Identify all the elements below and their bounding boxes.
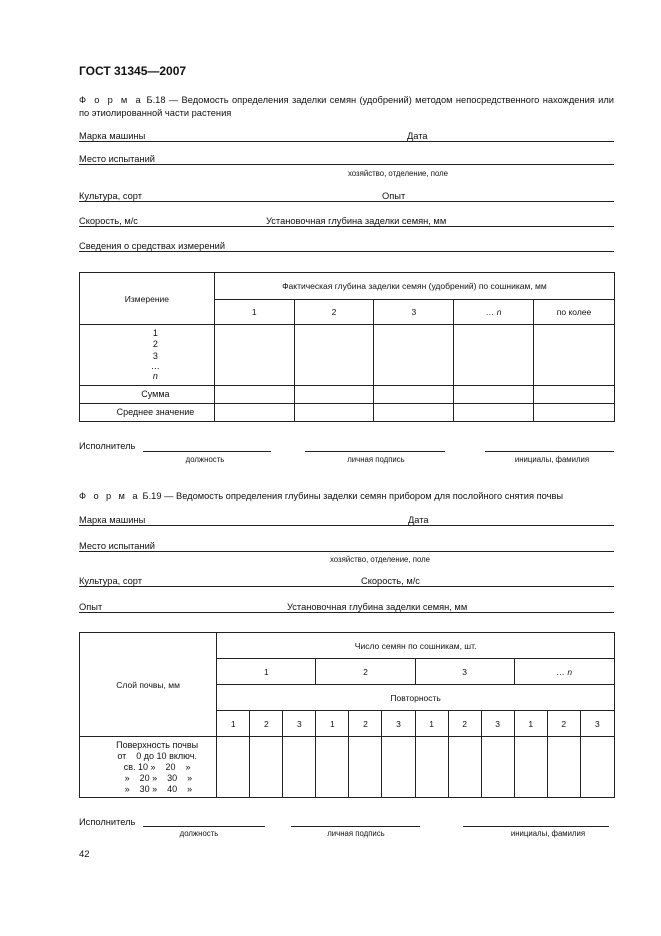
form18-place-line[interactable] (79, 164, 614, 165)
form18-position-line[interactable] (143, 451, 271, 452)
repeat-cell: 2 (250, 711, 283, 737)
form18-speed-label: Скорость, м/с (79, 216, 138, 226)
repeat-cell: 3 (382, 711, 415, 737)
form19-repeat-header: Повторность (217, 685, 615, 711)
list-item: 3 (152, 350, 158, 361)
repeat-cell: 1 (415, 711, 448, 737)
form18-performer-label: Исполнитель (79, 441, 136, 451)
form18-table (79, 272, 615, 422)
table-cell[interactable] (547, 737, 580, 798)
repeat-cell: 3 (481, 711, 514, 737)
form19-place-line[interactable] (79, 551, 614, 552)
form18-position-caption: должность (185, 455, 225, 464)
form19-col-n-label: … n (556, 666, 573, 677)
table-cell[interactable] (454, 386, 534, 404)
form19-signature-line[interactable] (291, 826, 420, 827)
form18-date-label: Дата (407, 131, 428, 141)
table-cell[interactable] (283, 737, 316, 798)
repeat-cell: 1 (316, 711, 349, 737)
form19-col-1: 1 (217, 659, 316, 685)
form18-col-n-label: … n (485, 307, 502, 317)
form19-group-header: Число семян по сошникам, шт. (217, 633, 615, 659)
form19-title: Б.19 — Ведомость определения глубины заделки семян прибором для послойного снятия почвы (142, 491, 564, 501)
table-cell[interactable] (294, 386, 374, 404)
form18-mean-label: Среднее значение (80, 404, 215, 422)
list-item: 2 (152, 339, 158, 350)
repeat-cell: 2 (547, 711, 580, 737)
table-cell[interactable] (481, 737, 514, 798)
list-item: 1 (152, 328, 158, 339)
form18-machine-label: Марка машины (79, 131, 146, 141)
form19-place-caption: хозяйство, отделение, поле (330, 555, 430, 564)
list-item: св. 10 » 20 » (123, 761, 191, 772)
form18-speed-line[interactable] (79, 226, 614, 227)
form19-initials-caption: инициалы, фамилия (510, 829, 586, 838)
table-cell[interactable] (534, 325, 615, 386)
form18-group-header: Фактическая глубина заделки семян (удобрений) по сошникам, мм (214, 273, 614, 300)
list-item: Поверхность почвы (116, 739, 199, 750)
table-cell[interactable] (374, 404, 454, 422)
repeat-cell: 2 (349, 711, 382, 737)
form18-instruments-line[interactable] (79, 251, 614, 252)
form18-initials-caption: инициалы, фамилия (514, 455, 590, 464)
table-cell[interactable] (316, 737, 349, 798)
table-cell[interactable] (217, 737, 250, 798)
form18-machine-line[interactable] (79, 141, 614, 142)
form18-experiment-label: Опыт (382, 191, 406, 201)
table-cell[interactable] (250, 737, 283, 798)
form19-machine-line[interactable] (79, 525, 614, 526)
table-cell[interactable] (294, 404, 374, 422)
form19-culture-label: Культура, сорт (79, 576, 142, 586)
page-number: 42 (79, 849, 90, 860)
form18-signature-caption: личная подпись (347, 455, 405, 464)
table-cell[interactable] (382, 737, 415, 798)
form19-layer-list (80, 737, 217, 798)
form19-col-3: 3 (415, 659, 514, 685)
table-cell[interactable] (374, 325, 454, 386)
table-cell[interactable] (514, 737, 547, 798)
list-item: от 0 до 10 включ. (117, 750, 197, 761)
table-cell[interactable] (415, 737, 448, 798)
table-cell[interactable] (374, 386, 454, 404)
form18-word: Ф о р м а (79, 95, 144, 105)
form18-instruments-label: Сведения о средствах измерений (79, 241, 226, 251)
repeat-cell: 2 (448, 711, 481, 737)
document-title: ГОСТ 31345—2007 (79, 64, 187, 78)
list-item: … (150, 360, 160, 371)
form18-heading (79, 94, 614, 120)
form18-place-label: Место испытаний (79, 154, 155, 164)
table-cell[interactable] (349, 737, 382, 798)
table-cell[interactable] (534, 404, 615, 422)
form18-col-track: по колее (534, 300, 615, 325)
form18-measurement-header: Измерение (80, 273, 215, 325)
form18-col-2: 2 (294, 300, 374, 325)
table-cell[interactable] (454, 325, 534, 386)
form19-depth-label: Установочная глубина заделки семян, мм (287, 602, 468, 612)
form18-culture-line[interactable] (79, 201, 614, 202)
form18-place-caption: хозяйство, отделение, поле (348, 169, 448, 178)
form19-signature-caption: личная подпись (327, 829, 385, 838)
repeat-cell: 3 (580, 711, 614, 737)
form19-experiment-line[interactable] (79, 612, 614, 613)
list-item: » 30 » 40 » (122, 783, 193, 794)
form18-col-3: 3 (374, 300, 454, 325)
table-cell[interactable] (214, 404, 294, 422)
form19-table (79, 632, 615, 798)
form19-performer-label: Исполнитель (79, 817, 136, 827)
form18-col-1: 1 (214, 300, 294, 325)
repeat-cell: 1 (514, 711, 547, 737)
form19-position-line[interactable] (143, 826, 265, 827)
form19-layer-header: Слой почвы, мм (80, 633, 217, 737)
form19-culture-line[interactable] (79, 586, 614, 587)
form18-sum-label: Сумма (80, 386, 215, 404)
table-cell[interactable] (214, 386, 294, 404)
form18-depth-label: Установочная глубина заделки семян, мм (266, 216, 447, 226)
form19-initials-line[interactable] (463, 826, 609, 827)
form19-speed-label: Скорость, м/с (361, 576, 420, 586)
form19-col-2: 2 (316, 659, 415, 685)
table-cell[interactable] (294, 325, 374, 386)
form19-experiment-label: Опыт (79, 602, 103, 612)
table-cell[interactable] (214, 325, 294, 386)
form19-heading (79, 490, 619, 503)
form19-position-caption: должность (179, 829, 219, 838)
table-cell[interactable] (580, 737, 614, 798)
form19-date-label: Дата (408, 515, 429, 525)
repeat-cell: 1 (217, 711, 250, 737)
form19-place-label: Место испытаний (79, 541, 155, 551)
table-cell[interactable] (448, 737, 481, 798)
table-cell[interactable] (454, 404, 534, 422)
form19-word: Ф о р м а (79, 491, 140, 501)
table-cell[interactable] (534, 386, 615, 404)
list-item: n (152, 370, 158, 381)
form18-measure-list (80, 325, 215, 386)
form18-title: Б.18 — Ведомость определения заделки семян (удобрений) методом непосредственного нахождения или по этиолированной части растения (79, 95, 614, 118)
form19-col-n (514, 659, 614, 685)
list-item: » 20 » 30 » (122, 772, 193, 783)
form18-signature-line[interactable] (305, 451, 445, 452)
form18-col-n (454, 300, 534, 325)
form18-initials-line[interactable] (485, 451, 614, 452)
repeat-cell: 3 (283, 711, 316, 737)
form19-machine-label: Марка машины (79, 515, 146, 525)
form18-culture-label: Культура, сорт (79, 191, 142, 201)
